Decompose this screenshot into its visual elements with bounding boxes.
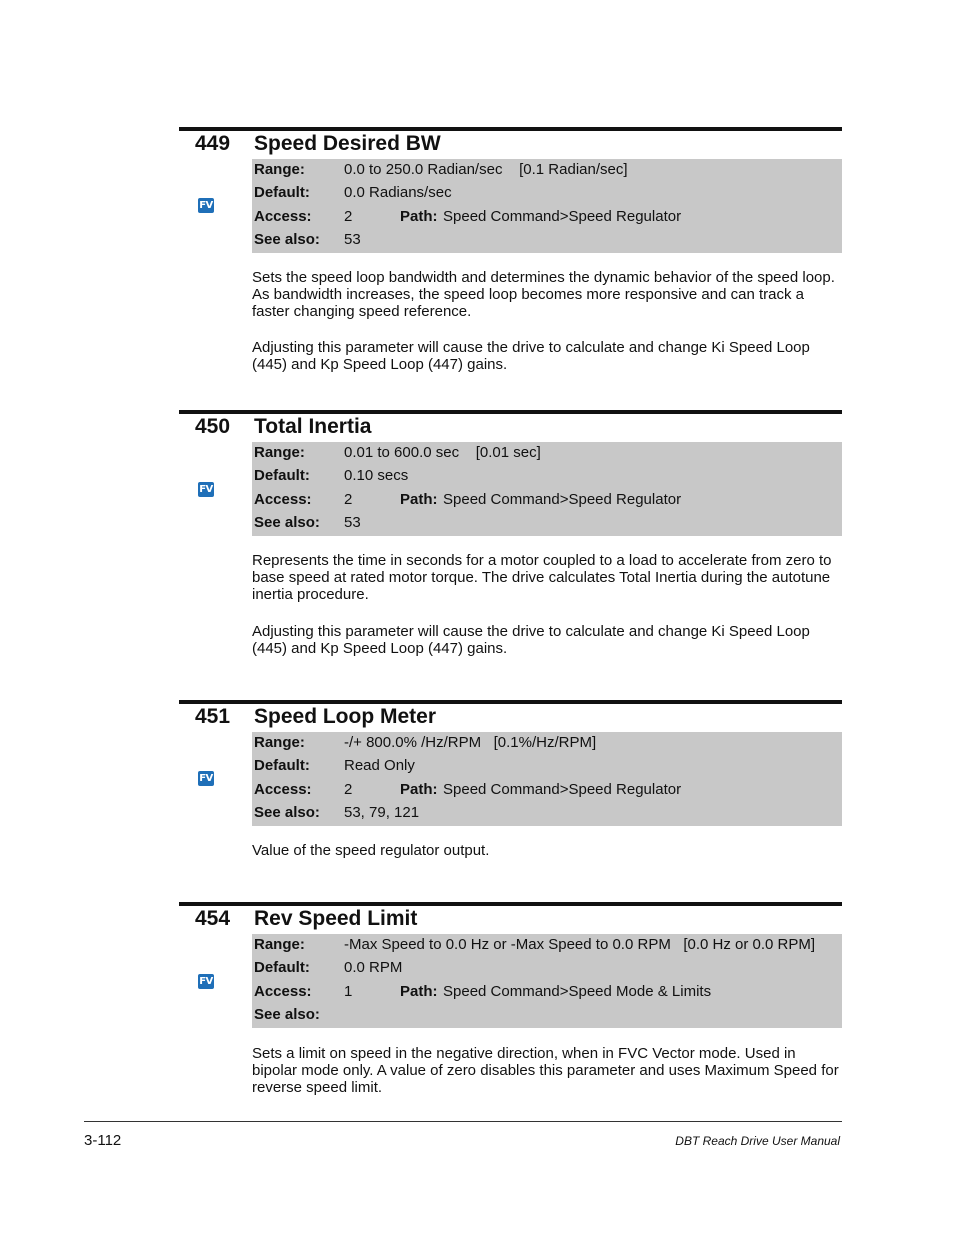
default-value: 0.0 Radians/sec (344, 184, 452, 201)
path-label: Path: (400, 781, 438, 798)
path-value: Speed Command>Speed Mode & Limits (443, 983, 712, 1000)
param-number: 450 (195, 415, 231, 438)
access-label: Access: (254, 983, 312, 1000)
fv-icon: FV (199, 484, 213, 495)
description-paragraph: Adjusting this parameter will cause the drive to calculate and change Ki Speed Loop (445) and Kp Speed Loop (447) gains. (252, 623, 810, 657)
access-value: 1 (344, 983, 353, 1000)
param-info-box (252, 732, 842, 826)
seealso-label: See also: (254, 514, 320, 531)
access-label: Access: (254, 491, 312, 508)
param-title: Speed Desired BW (254, 132, 441, 155)
access-value: 2 (344, 781, 353, 798)
param-info-box (252, 442, 842, 536)
range-label: Range: (254, 444, 305, 461)
path-label: Path: (400, 983, 438, 1000)
param-title: Total Inertia (254, 415, 372, 438)
access-label: Access: (254, 208, 312, 225)
path-value: Speed Command>Speed Regulator (443, 781, 682, 798)
param-number: 451 (195, 705, 231, 728)
path-label: Path: (400, 491, 438, 508)
param-title: Rev Speed Limit (254, 907, 418, 930)
access-label: Access: (254, 781, 312, 798)
path-value: Speed Command>Speed Regulator (443, 208, 682, 225)
range-label: Range: (254, 936, 305, 953)
default-label: Default: (254, 959, 310, 976)
footer-rule (84, 1121, 842, 1122)
range-value: 0.0 to 250.0 Radian/sec [0.1 Radian/sec] (344, 161, 628, 178)
fv-icon: FV (199, 200, 213, 211)
param-number: 449 (195, 132, 231, 155)
seealso-value: 53, 79, 121 (344, 804, 420, 821)
seealso-label: See also: (254, 804, 320, 821)
page-number: 3-112 (84, 1132, 122, 1149)
range-value: 0.01 to 600.0 sec [0.01 sec] (344, 444, 541, 461)
default-value: Read Only (344, 757, 415, 774)
default-label: Default: (254, 757, 310, 774)
path-label: Path: (400, 208, 438, 225)
default-label: Default: (254, 184, 310, 201)
default-label: Default: (254, 467, 310, 484)
param-title: Speed Loop Meter (254, 705, 437, 728)
manual-title: DBT Reach Drive User Manual (675, 1134, 840, 1148)
seealso-value: 53 (344, 514, 361, 531)
access-value: 2 (344, 208, 353, 225)
description-paragraph: Represents the time in seconds for a motor coupled to a load to accelerate from zero to base speed at rated motor torque. The drive calculates Total Inertia during the autotune inertia procedure. (252, 552, 832, 603)
default-value: 0.0 RPM (344, 959, 403, 976)
param-number: 454 (195, 907, 231, 930)
path-value: Speed Command>Speed Regulator (443, 491, 682, 508)
range-label: Range: (254, 734, 305, 751)
description-paragraph: Adjusting this parameter will cause the drive to calculate and change Ki Speed Loop (445) and Kp Speed Loop (447) gains. (252, 339, 810, 373)
range-value: -/+ 800.0% /Hz/RPM [0.1%/Hz/RPM] (344, 734, 597, 751)
param-info-box (252, 159, 842, 253)
seealso-label: See also: (254, 231, 320, 248)
range-label: Range: (254, 161, 305, 178)
range-value: -Max Speed to 0.0 Hz or -Max Speed to 0.0 RPM [0.0 Hz or 0.0 RPM] (344, 936, 816, 953)
default-value: 0.10 secs (344, 467, 409, 484)
param-info-box (252, 934, 842, 1028)
fv-icon: FV (199, 773, 213, 784)
description-paragraph: Sets a limit on speed in the negative direction, when in FVC Vector mode. Used in bipolar mode only. A value of zero disables this parameter and uses Maximum Speed for reverse speed limit. (252, 1045, 839, 1096)
seealso-label: See also: (254, 1006, 320, 1023)
description-paragraph: Value of the speed regulator output. (252, 842, 490, 859)
description-paragraph: Sets the speed loop bandwidth and determines the dynamic behavior of the speed loop. As bandwidth increases, the speed loop becomes more responsive and can track a faster changing speed reference. (252, 269, 835, 320)
access-value: 2 (344, 491, 353, 508)
seealso-value: 53 (344, 231, 361, 248)
fv-icon: FV (199, 976, 213, 987)
